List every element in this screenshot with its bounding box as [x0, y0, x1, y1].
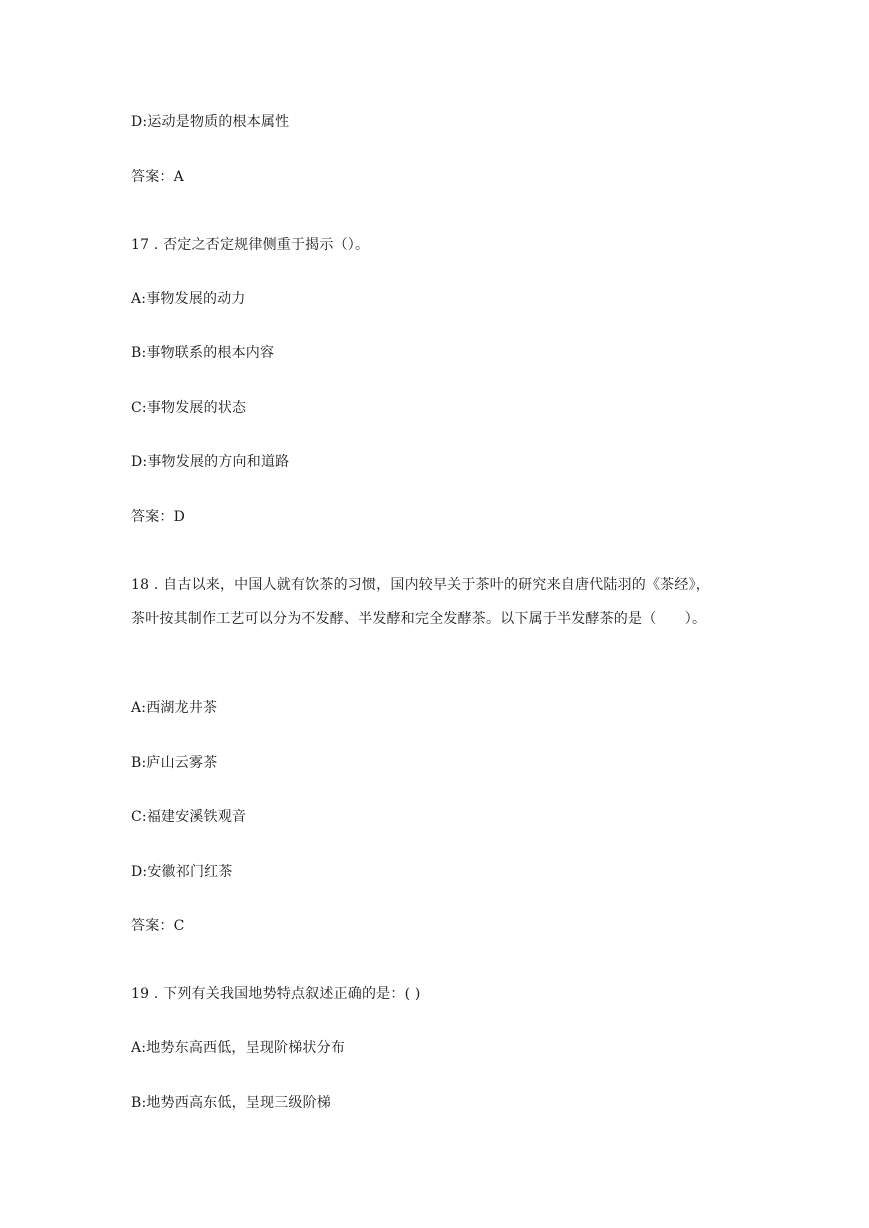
q18-option-a: A:西湖龙井茶 [131, 700, 218, 716]
q18-option-b: B:庐山云雾茶 [131, 755, 218, 771]
q16-option-d: D:运动是物质的根本属性 [131, 114, 290, 130]
q16-answer: 答案：A [131, 169, 184, 185]
q17-option-a: A:事物发展的动力 [131, 291, 246, 307]
q17-option-c: C:事物发展的状态 [131, 400, 247, 416]
q19-question: 19 . 下列有关我国地势特点叙述正确的是：( ) [131, 986, 421, 1002]
q18-question-line2: 茶叶按其制作工艺可以分为不发酵、半发酵和完全发酵茶。以下属于半发酵茶的是（ ）。 [131, 611, 707, 627]
q17-option-b: B:事物联系的根本内容 [131, 345, 275, 361]
q17-option-d: D:事物发展的方向和道路 [131, 454, 290, 470]
q17-question: 17 . 否定之否定规律侧重于揭示（）。 [131, 237, 370, 253]
q18-answer: 答案：C [131, 918, 185, 934]
q18-option-d: D:安徽祁门红茶 [131, 864, 233, 880]
q19-option-b: B:地势西高东低，呈现三级阶梯 [131, 1095, 332, 1111]
q18-question-line1: 18 . 自古以来，中国人就有饮茶的习惯，国内较早关于茶叶的研究来自唐代陆羽的《茶经》， [131, 577, 710, 593]
q19-option-a: A:地势东高西低，呈现阶梯状分布 [131, 1040, 346, 1056]
q17-answer: 答案：D [131, 509, 186, 525]
q18-option-c: C:福建安溪铁观音 [131, 809, 247, 825]
